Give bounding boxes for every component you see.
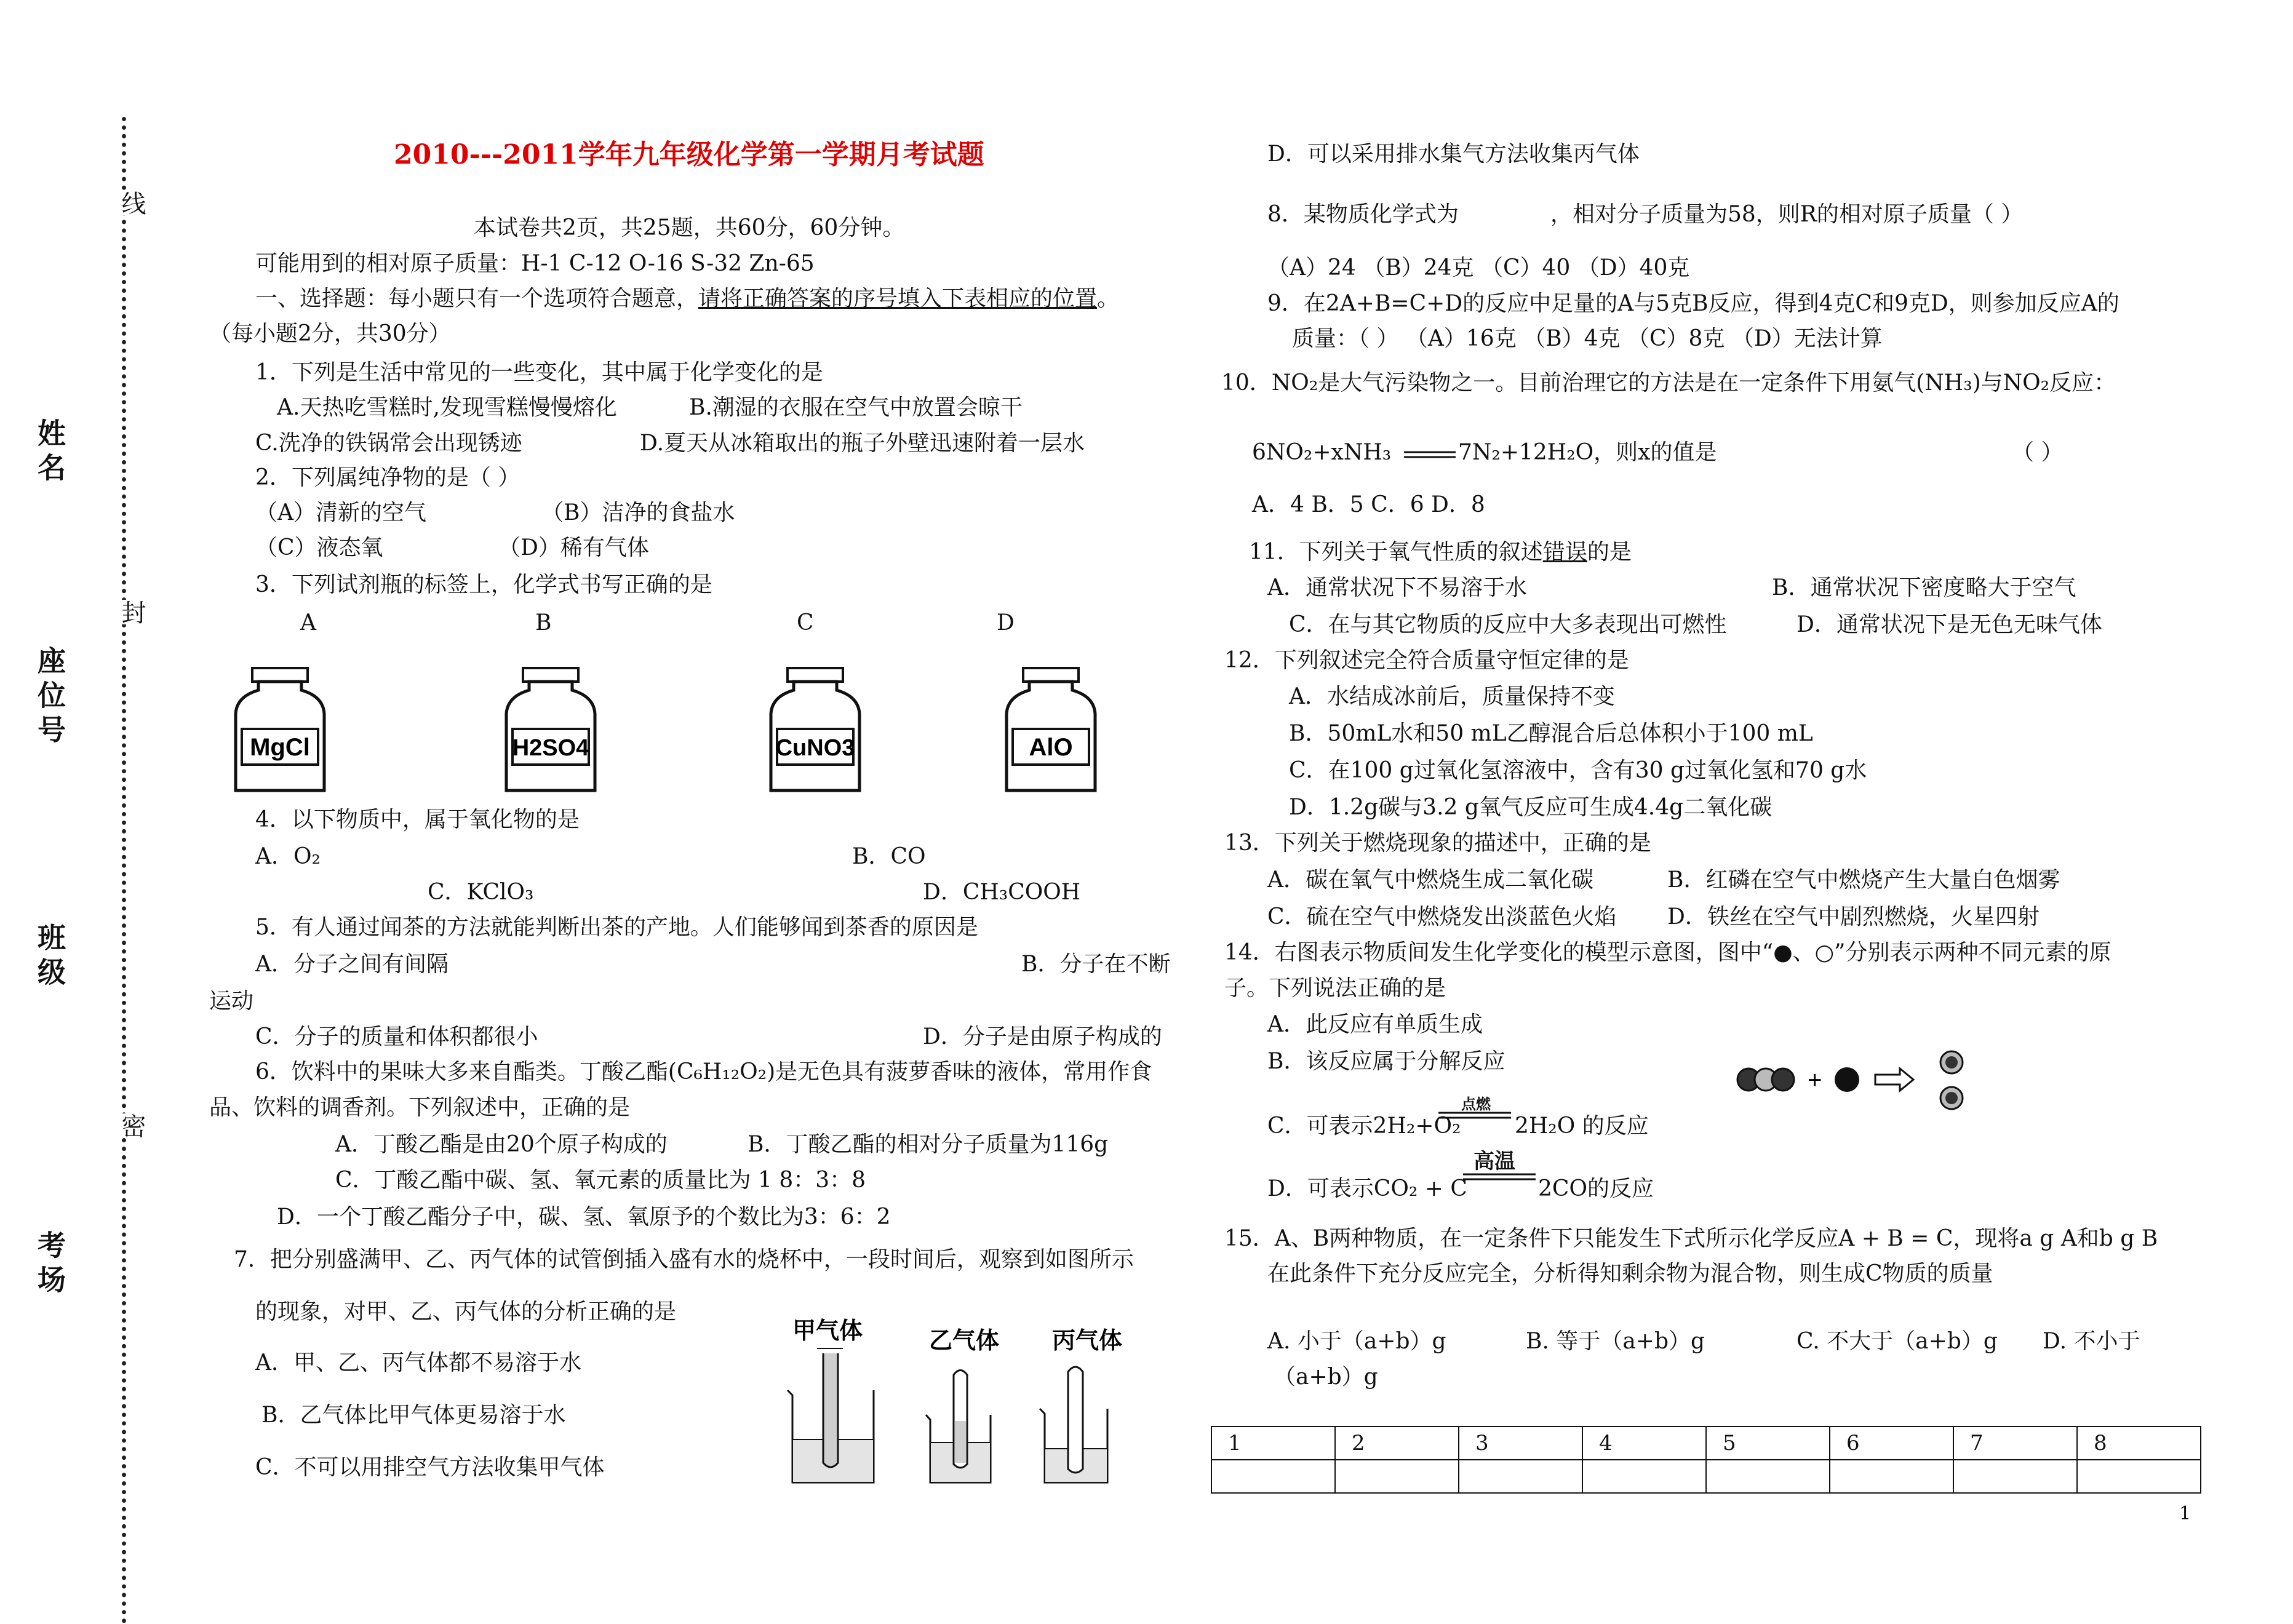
q15-option-c: C. 不大于（a+b）g: [1797, 1329, 1998, 1354]
bottle-c-label: CuNO3: [775, 735, 855, 761]
q11-option-b: B．通常状况下密度略大于空气: [1772, 575, 2076, 600]
q13-option-c: C．硫在空气中燃烧发出淡蓝色火焰: [1267, 904, 1617, 929]
q7-option-d: D．可以采用排水集气方法收集丙气体: [1267, 141, 1640, 167]
q12-option-b: B．50mL水和50 mL乙醇混合后总体积小于100 mL: [1289, 721, 1813, 746]
q6-stem-2: 品、饮料的调香剂。下列叙述中，正确的是: [209, 1095, 631, 1120]
reagent-bottle-b: [501, 664, 600, 797]
q7-gas-tubes-figure: [781, 1316, 1150, 1495]
q10-equals-sign: [1404, 450, 1456, 459]
q15-option-b: B. 等于（a+b）g: [1526, 1329, 1705, 1354]
q9-stem: 9．在2A+B=C+D的反应中足量的A与5克B反应，得到4克C和9克D，则参加反应A的: [1267, 291, 2120, 316]
q3-letter-c: C: [797, 610, 814, 635]
q3-stem: 3．下列试剂瓶的标签上，化学式书写正确的是: [255, 572, 712, 597]
margin-label-name: 姓名: [33, 418, 66, 487]
q14-condition-ignite: 点燃: [1461, 1095, 1491, 1113]
answer-table-number-row: [1211, 1427, 2201, 1460]
answer-number-5: 5: [1706, 1427, 1830, 1460]
binding-dotted-line: [122, 117, 126, 1624]
q3-letter-a: A: [300, 610, 316, 635]
q4-option-a: A．O₂: [255, 844, 321, 869]
q12-option-d: D．1.2g碳与3.2 g氧气反应可生成4.4g二氧化碳: [1289, 795, 1773, 820]
q2-option-b: （B）洁净的食盐水: [541, 500, 735, 525]
answer-cell-7[interactable]: [1953, 1460, 2077, 1493]
q14-option-a: A．此反应有单质生成: [1267, 1012, 1483, 1037]
q7-option-c: C．不可以用排空气方法收集甲气体: [255, 1455, 605, 1480]
q14-c-equals: [1438, 1111, 1511, 1120]
answer-number-4: 4: [1582, 1427, 1706, 1460]
margin-label-seat: 座位号: [33, 646, 66, 749]
answer-cell-1[interactable]: [1211, 1460, 1335, 1493]
answer-cell-6[interactable]: [1830, 1460, 1953, 1493]
answer-number-8: 8: [2077, 1427, 2201, 1460]
q6-option-d: D．一个丁酸乙酯分子中，碳、氢、氧原予的个数比为3：6：2: [277, 1204, 891, 1230]
q15-stem-2: 在此条件下充分反应完全，分析得知剩余物为混合物，则生成C物质的质量: [1267, 1261, 1993, 1286]
answer-cell-8[interactable]: [2077, 1460, 2201, 1493]
q12-stem: 12．下列叙述完全符合质量守恒定律的是: [1224, 648, 1629, 673]
q5-option-b-cont: 运动: [209, 989, 254, 1014]
q13-option-b: B．红磷在空气中燃烧产生大量白色烟雾: [1667, 867, 2060, 893]
answer-number-3: 3: [1459, 1427, 1582, 1460]
q9-options: 质量：（ ） （A）16克 （B）4克 （C）8克 （D）无法计算: [1292, 326, 1883, 351]
q5-option-d: D．分子是由原子构成的: [923, 1024, 1162, 1049]
answer-number-7: 7: [1953, 1427, 2077, 1460]
q5-option-b: B．分子在不断: [1021, 952, 1171, 977]
q14-option-d-b: 2CO的反应: [1538, 1176, 1654, 1201]
margin-label-room: 考场: [33, 1230, 66, 1299]
bottle-b-label: H2SO4: [512, 735, 589, 761]
section1-heading: 一、选择题：每小题只有一个选项符合题意，请将正确答案的序号填入下表相应的位置。: [255, 286, 1120, 311]
q15-option-d: D. 不小于: [2043, 1329, 2140, 1354]
q5-option-c: C．分子的质量和体积都很小: [255, 1024, 538, 1049]
intro-line1: 本试卷共2页，共25题，共60分，60分钟。: [474, 215, 905, 241]
exam-title: 2010---2011学年九年级化学第一学期月考试题: [394, 139, 984, 170]
q1-stem: 1．下列是生活中常见的一些变化，其中属于化学变化的是: [255, 360, 823, 385]
q15-option-d-cont: （a+b）g: [1274, 1364, 1378, 1390]
q7-option-a: A．甲、乙、丙气体都不易溶于水: [255, 1350, 581, 1375]
q11-option-d: D．通常状况下是无色无味气体: [1797, 612, 2102, 637]
q1-option-d: D.夏天从冰箱取出的瓶子外壁迅速附着一层水: [640, 431, 1085, 456]
q4-stem: 4．以下物质中，属于氧化物的是: [255, 807, 580, 832]
q4-option-b: B．CO: [852, 844, 926, 869]
q4-option-d: D．CH₃COOH: [923, 880, 1081, 905]
q11-stem: 11．下列关于氧气性质的叙述错误的是: [1249, 539, 1632, 565]
q2-option-c: （C）液态氧: [255, 535, 383, 560]
section1-score-note: （每小题2分，共30分）: [209, 321, 451, 346]
seal-char-secret: 密: [114, 1113, 150, 1138]
q6-option-b: B．丁酸乙酯的相对分子质量为116g: [748, 1132, 1109, 1157]
q13-option-a: A．碳在氧气中燃烧生成二氧化碳: [1267, 867, 1593, 893]
q3-letter-b: B: [535, 610, 552, 635]
q10-options: A．4 B．5 C．6 D．8: [1252, 492, 1485, 517]
q1-option-b: B.潮湿的衣服在空气中放置会晾干: [689, 395, 1023, 420]
answer-cell-3[interactable]: [1459, 1460, 1582, 1493]
q6-option-a: A．丁酸乙酯是由20个原子构成的: [335, 1132, 668, 1157]
q1-option-a: A.天热吃雪糕时,发现雪糕慢慢熔化: [277, 395, 617, 420]
answer-table: [1211, 1426, 2201, 1494]
q5-stem: 5．有人通过闻茶的方法就能判断出茶的产地。人们能够闻到茶香的原因是: [255, 915, 978, 940]
gas-label-jia: 甲气体: [792, 1317, 863, 1344]
q2-option-a: （A）清新的空气: [255, 500, 426, 525]
q1-option-c: C.洗净的铁锅常会出现锈迹: [255, 431, 522, 456]
q4-option-c: C．KClO₃: [428, 880, 534, 905]
q6-stem-1: 6．饮料中的果味大多来自酯类。丁酸乙酯(C₆H₁₂O₂)是无色具有菠萝香味的液体，常用作食: [255, 1059, 1152, 1085]
seal-char-seal: 封: [114, 600, 150, 624]
reagent-bottle-a: [231, 664, 329, 797]
q12-option-c: C．在100 g过氧化氢溶液中，含有30 g过氧化氢和70 g水: [1289, 758, 1867, 783]
answer-number-1: 1: [1211, 1427, 1335, 1460]
q11-option-a: A．通常状况下不易溶于水: [1267, 575, 1527, 600]
q15-option-a: A. 小于（a+b）g: [1267, 1329, 1446, 1354]
answer-cell-5[interactable]: [1706, 1460, 1830, 1493]
answer-table-answer-row: [1211, 1460, 2201, 1493]
plus-sign: +: [1808, 1067, 1822, 1094]
q6-option-c: C．丁酸乙酯中碳、氢、氧元素的质量比为 1 8：3：8: [335, 1168, 866, 1193]
bottle-a-label: MgCl: [250, 734, 310, 761]
q10-answer-paren: （ ）: [2012, 440, 2064, 465]
q14-stem-2: 子。下列说法正确的是: [1224, 976, 1446, 1001]
q8-stem-b: ，相对分子质量为58，则R的相对原子质量（ ）: [1550, 202, 2024, 227]
q13-option-d: D．铁丝在空气中剧烈燃烧，火星四射: [1667, 904, 2040, 929]
q15-stem-1: 15．A、B两种物质，在一定条件下只能发生下式所示化学反应A + B = C，现将a g A和b g B: [1224, 1226, 2158, 1251]
q14-option-c-a: C．可表示2H₂+O₂: [1267, 1113, 1461, 1139]
intro-line2: 可能用到的相对原子质量：H-1 C-12 O-16 S-32 Zn-65: [255, 251, 815, 276]
q13-stem: 13．下列关于燃烧现象的描述中，正确的是: [1224, 830, 1651, 856]
q14-d-equals: [1463, 1172, 1536, 1181]
q5-option-a: A．分子之间有间隔: [255, 952, 449, 977]
answer-number-2: 2: [1335, 1427, 1459, 1460]
q14-option-d-a: D．可表示CO₂ + C: [1267, 1176, 1467, 1201]
margin-label-class: 班级: [33, 923, 66, 992]
q7-option-b: B．乙气体比甲气体更易溶于水: [261, 1403, 566, 1428]
q14-option-c-b: 2H₂O 的反应: [1515, 1113, 1649, 1139]
answer-cell-2[interactable]: [1335, 1460, 1459, 1493]
seal-char-line: 线: [114, 191, 150, 215]
q7-stem-1: 7．把分别盛满甲、乙、丙气体的试管倒插入盛有水的烧杯中，一段时间后，观察到如图所示: [234, 1247, 1134, 1272]
q7-stem-2: 的现象，对甲、乙、丙气体的分析正确的是: [255, 1299, 677, 1324]
q2-stem: 2．下列属纯净物的是（ ）: [255, 465, 520, 490]
q14-condition-high-temp: 高温: [1474, 1149, 1515, 1174]
q11-option-c: C．在与其它物质的反应中大多表现出可燃性: [1289, 612, 1727, 637]
q14-stem-1: 14．右图表示物质间发生化学变化的模型示意图，图中“●、○”分别表示两种不同元素的原: [1224, 940, 2112, 965]
q10-equation-left: 6NO₂+xNH₃: [1252, 440, 1392, 465]
q2-option-d: （D）稀有气体: [498, 535, 649, 560]
gas-label-yi: 乙气体: [929, 1327, 1000, 1354]
answer-cell-4[interactable]: [1582, 1460, 1706, 1493]
answer-number-6: 6: [1830, 1427, 1953, 1460]
arrow-icon: [1875, 1069, 1913, 1091]
q8-stem-a: 8．某物质化学式为: [1267, 202, 1459, 227]
q3-letter-d: D: [997, 610, 1015, 635]
q14-molecule-model: [1735, 1049, 1981, 1116]
gas-label-bing: 丙气体: [1052, 1327, 1123, 1354]
q12-option-a: A．水结成冰前后，质量保持不变: [1289, 684, 1615, 709]
q14-option-b: B．该反应属于分解反应: [1267, 1049, 1505, 1074]
q8-options: （A）24 （B）24克 （C）40 （D）40克: [1267, 255, 1690, 281]
q10-equation-right: 7N₂+12H₂O，则x的值是: [1458, 440, 1717, 465]
q10-stem: 10．NO₂是大气污染物之一。目前治理它的方法是在一定条件下用氨气(NH₃)与NO₂反应：: [1221, 370, 2116, 396]
reagent-bottle-d: [1002, 664, 1100, 797]
page-number: 1: [2179, 1503, 2191, 1524]
bottle-d-label: AlO: [1029, 734, 1073, 761]
reagent-bottle-c: [766, 664, 864, 797]
